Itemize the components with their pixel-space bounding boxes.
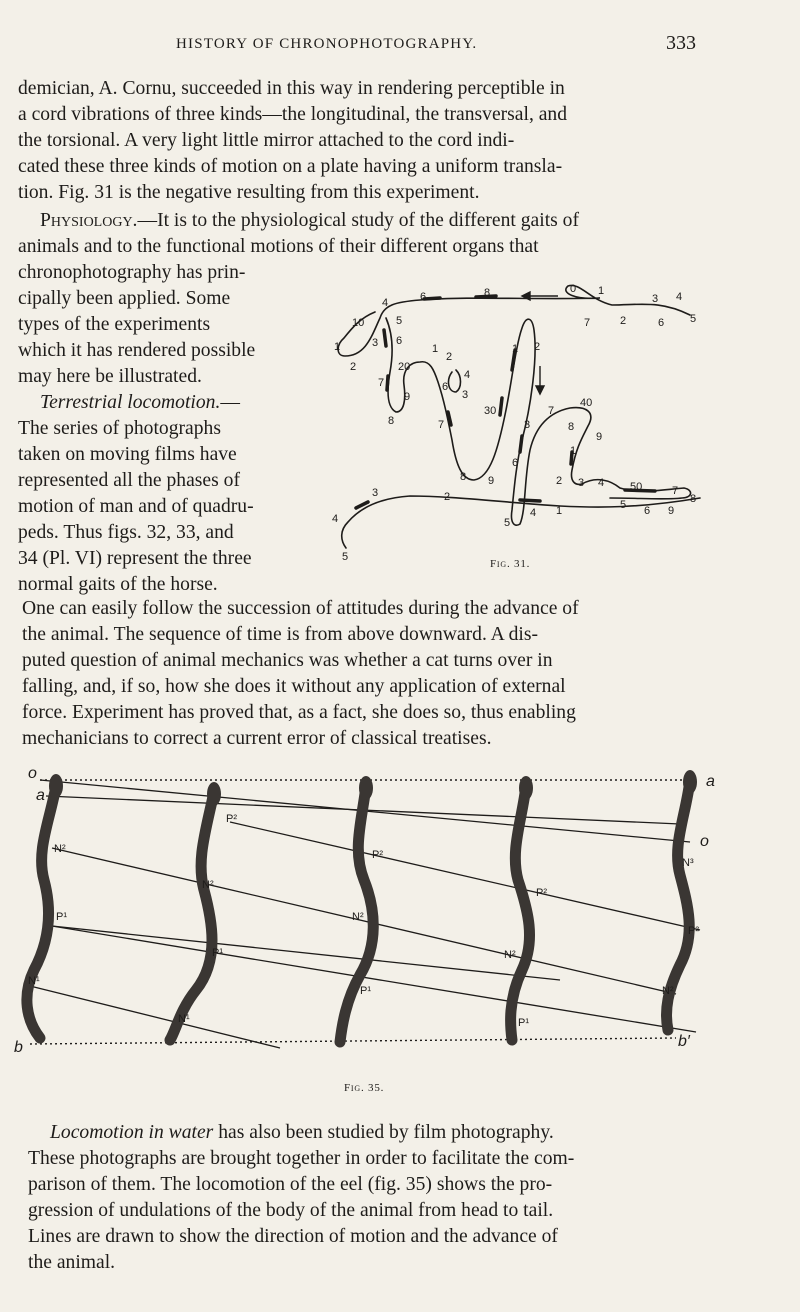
text-line: 34 (Pl. VI) represent the three: [18, 548, 252, 569]
text-line: [50, 1120, 730, 1146]
label-a-left: a: [36, 787, 45, 804]
label-p1: P¹: [212, 947, 223, 959]
trace-label: 1: [432, 343, 439, 355]
trace-label: 9: [488, 475, 495, 487]
line-p1-lower: [52, 926, 560, 980]
text-line: which it has rendered possible: [18, 340, 256, 361]
figure-35-eel-locomotion: [0, 760, 800, 1080]
figure-31-cord-trace: [325, 268, 710, 568]
trace-label: 7: [548, 405, 555, 417]
trace-label: 3: [524, 419, 531, 431]
text-run: —: [220, 392, 240, 413]
text-line: taken on moving films have: [18, 444, 237, 465]
trace-label: 8: [460, 471, 467, 483]
text-run: has also been studied by film photography.: [213, 1122, 554, 1143]
text-line: motion of man and of quadru-: [18, 496, 254, 517]
text-line: falling, and, if so, how she does it without any application of external: [22, 676, 566, 697]
text-line: force. Experiment has proved that, as a fact, she does so, thus enabling: [22, 702, 576, 723]
text-line: chronophotography has prin-: [18, 262, 246, 283]
text-line: gression of undulations of the body of the animal from head to tail.: [28, 1200, 554, 1221]
text-line: the torsional. A very light little mirror attached to the cord indi-: [18, 130, 515, 151]
figure-35-caption: Fig. 35.: [344, 1082, 385, 1094]
trace-small-loop: [449, 370, 461, 392]
label-n2: N²: [662, 985, 674, 997]
label-p1: P¹: [518, 1017, 529, 1029]
trace-left-loop: [386, 318, 591, 525]
trace-label: 3: [578, 477, 585, 489]
label-o-top: o: [28, 765, 37, 782]
trace-label: 3: [372, 487, 379, 499]
trace-mark: [424, 298, 440, 299]
eel-head: [207, 782, 221, 806]
trace-label: 7: [672, 485, 679, 497]
arrow-down-head: [536, 386, 544, 394]
text-line: normal gaits of the horse.: [18, 574, 218, 595]
label-p2: P²: [536, 887, 547, 899]
trace-label: 6: [644, 505, 651, 517]
trace-label: 4: [598, 477, 605, 489]
trace-mark: [387, 376, 388, 390]
line-n1: [30, 986, 280, 1048]
text-line: represented all the phases of: [18, 470, 240, 491]
label-n2: N²: [352, 911, 364, 923]
label-a-right: a: [706, 773, 715, 790]
label-b-right: b′: [678, 1033, 690, 1050]
text-line: a cord vibrations of three kinds—the longitudinal, the transversal, and: [18, 104, 568, 125]
trace-label: 4: [676, 291, 683, 303]
trace-label: 30: [484, 405, 497, 417]
text-line: These photographs are brought together in order to facilitate the com-: [28, 1148, 575, 1169]
trace-label: 4: [530, 507, 537, 519]
trace-mark: [520, 436, 522, 452]
trace-label: 8: [388, 415, 395, 427]
trace-label: 6: [420, 291, 427, 303]
running-header: [0, 32, 800, 58]
trace-label: 0: [570, 283, 577, 295]
text-line: [40, 390, 308, 416]
trace-label: 9: [404, 391, 411, 403]
trace-label: 10: [352, 317, 365, 329]
trace-label: 5: [504, 517, 511, 529]
trace-label: 2: [620, 315, 627, 327]
trace-label: 8: [484, 287, 491, 299]
text-line: parison of them. The locomotion of the eel (fig. 35) shows the pro-: [28, 1174, 553, 1195]
trace-label: 5: [620, 499, 627, 511]
text-line: One can easily follow the succession of attitudes during the advance of: [22, 598, 579, 619]
section-heading-terrestrial: Terrestrial locomotion.: [40, 392, 221, 413]
trace-label: 2: [446, 351, 453, 363]
trace-mark: [384, 330, 386, 346]
trace-label: 1: [556, 505, 563, 517]
trace-label: 8: [690, 493, 697, 505]
text-line: tion. Fig. 31 is the negative resulting from this experiment.: [18, 182, 480, 203]
text-line: peds. Thus figs. 32, 33, and: [18, 522, 234, 543]
running-title: HISTORY OF CHRONOPHOTOGRAPHY.: [176, 36, 478, 52]
figure-31-caption: Fig. 31.: [490, 558, 531, 570]
label-p1: P¹: [56, 911, 67, 923]
label-n1: N¹: [178, 1013, 190, 1025]
label-n2: N²: [504, 949, 516, 961]
eel-head: [519, 776, 533, 800]
trace-label: 3: [462, 389, 469, 401]
label-n3: N³: [682, 857, 694, 869]
eel-head: [49, 774, 63, 798]
label-p2: P²: [372, 849, 383, 861]
line-p2: [230, 822, 700, 930]
trace-label: 4: [382, 297, 389, 309]
text-line: cipally been applied. Some: [18, 288, 231, 309]
trace-label: 5: [396, 315, 403, 327]
page-number: 333: [666, 32, 696, 54]
trace-label: 1: [570, 445, 577, 457]
text-run: —It is to the physiological study of the different gaits of: [137, 210, 579, 231]
trace-label: 7: [378, 377, 385, 389]
trace-label: 6: [442, 381, 449, 393]
trace-label: 9: [668, 505, 675, 517]
trace-label: 2: [444, 491, 451, 503]
trace-label: 2: [350, 361, 357, 373]
text-line: Lines are drawn to show the direction of motion and the advance of: [28, 1226, 558, 1247]
label-o-right: o: [700, 833, 709, 850]
text-line: cated these three kinds of motion on a plate having a uniform transla-: [18, 156, 563, 177]
trace-label: 50: [630, 481, 643, 493]
trace-label: 5: [342, 551, 349, 563]
trace-label: 1: [512, 343, 519, 355]
label-n2: N²: [54, 843, 66, 855]
text-line: demician, A. Cornu, succeeded in this way in rendering perceptible in: [18, 78, 565, 99]
trace-label: 3: [372, 337, 379, 349]
section-heading-physiology: Physiology.: [40, 210, 138, 231]
text-line: puted question of animal mechanics was whether a cat turns over in: [22, 650, 553, 671]
label-n2: N²: [202, 879, 214, 891]
trace-label: 6: [512, 457, 519, 469]
label-n1: N¹: [28, 975, 40, 987]
trace-label: 4: [332, 513, 339, 525]
text-line: the animal.: [28, 1252, 116, 1273]
text-line: types of the experiments: [18, 314, 211, 335]
trace-label: 7: [438, 419, 445, 431]
trace-label: 6: [396, 335, 403, 347]
trace-label: 1: [598, 285, 605, 297]
label-p2: P²: [226, 813, 237, 825]
label-p2: P²: [688, 925, 699, 937]
trace-label: 3: [652, 293, 659, 305]
trace-label: 6: [658, 317, 665, 329]
text-line: The series of photographs: [18, 418, 221, 439]
trace-label: 1: [334, 341, 341, 353]
eel-head: [359, 776, 373, 800]
trace-label: 2: [534, 341, 541, 353]
label-b-left: b: [14, 1039, 23, 1056]
eel-1: [27, 786, 56, 1038]
text-line: animals and to the functional motions of their different organs that: [18, 236, 539, 257]
trace-label: 40: [580, 397, 593, 409]
eel-head: [683, 770, 697, 794]
eel-2: [170, 792, 214, 1040]
trace-label: 7: [584, 317, 591, 329]
trace-label: 20: [398, 361, 411, 373]
text-line: the animal. The sequence of time is from above downward. A dis-: [22, 624, 539, 645]
trace-label: 4: [464, 369, 471, 381]
trace-mark: [500, 398, 502, 415]
trace-mark: [520, 500, 540, 501]
text-line: may here be illustrated.: [18, 366, 202, 387]
trace-label: 2: [556, 475, 563, 487]
trace-label: 5: [690, 313, 697, 325]
section-heading-water: Locomotion in water: [50, 1122, 214, 1143]
text-line: [40, 208, 700, 234]
trace-label: 9: [596, 431, 603, 443]
dotted-line-b: [30, 1038, 676, 1044]
eel-4: [511, 786, 530, 1040]
label-p1: P¹: [360, 985, 371, 997]
text-line: mechanicians to correct a current error of classical treatises.: [22, 728, 492, 749]
trace-label: 8: [568, 421, 575, 433]
